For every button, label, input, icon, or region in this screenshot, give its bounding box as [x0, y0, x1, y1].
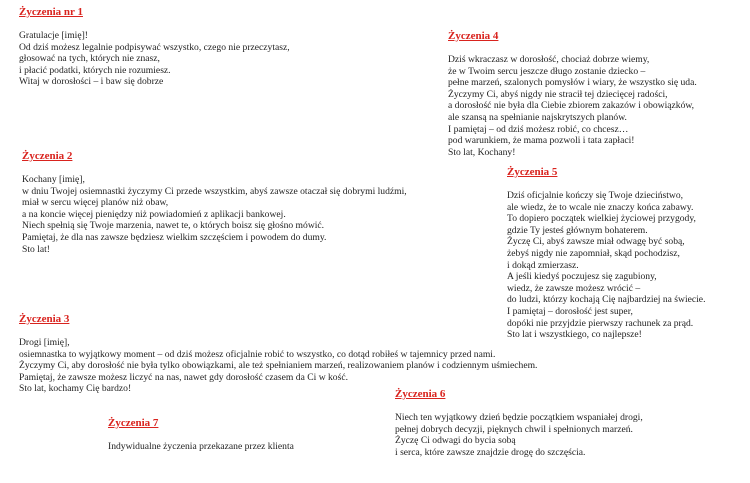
wish-line: gdzie Ty jesteś głównym bohaterem. [507, 224, 648, 236]
wish-line: głosować na tych, których nie znasz, [19, 53, 160, 65]
wish-line: Indywidualne życzenia przekazane przez klienta [108, 441, 294, 452]
wish-line: pełnej dobrych decyzji, pięknych chwil i spełnionych marzeń. [395, 423, 633, 435]
wish-line: Życzę Ci odwagi do bycia sobą [395, 435, 516, 447]
wish-line: żebyś nigdy nie zapomniał, skąd pochodzisz, [507, 247, 680, 259]
wish-block-4 [448, 30, 697, 158]
wish-line: dopóki nie przyjdzie pierwszy rachunek za prąd. [507, 317, 694, 329]
wish-line: i płacić podatki, których nie rozumiesz. [19, 64, 171, 76]
wish-title: Życzenia 4 [448, 30, 499, 42]
wish-line: Pamiętaj, że dla nas zawsze będziesz wielkim szczęściem i powodem do dumy. [22, 231, 327, 243]
wish-body [448, 54, 697, 158]
wish-title: Życzenia 3 [19, 313, 70, 325]
wish-block-7 [108, 417, 294, 453]
wish-title: Życzenia 7 [108, 417, 159, 429]
wish-line: w dniu Twojej osiemnastki życzymy Ci przede wszystkim, abyś zawsze otaczał się dobrymi ludźmi, [22, 185, 407, 197]
wish-block-5 [507, 166, 705, 341]
wish-line: Sto lat, Kochany! [448, 146, 516, 158]
wish-body [19, 337, 537, 395]
wish-line: Pamiętaj, że zawsze możesz liczyć na nas, nawet gdy dorosłość czasem da Ci w kość. [19, 371, 348, 383]
wish-body [19, 30, 290, 88]
wish-line: pod warunkiem, że mama pozwoli i tata zapłaci! [448, 135, 635, 147]
wish-block-2 [22, 150, 407, 255]
wish-title: Życzenia nr 1 [19, 6, 83, 18]
wish-line: Drogi [imię], [19, 337, 70, 348]
wish-line: wiedz, że zawsze możesz wrócić – [507, 282, 641, 294]
wish-line: Kochany [imię], [22, 174, 85, 185]
wish-line: I pamiętaj – od dziś możesz robić, co chcesz… [448, 123, 629, 135]
wish-body [395, 412, 643, 458]
wish-block-6 [395, 388, 643, 458]
wish-line: To dopiero początek wielkiej życiowej przygody, [507, 213, 696, 225]
wish-title: Życzenia 2 [22, 150, 73, 162]
wish-title: Życzenia 6 [395, 388, 446, 400]
wish-line: A jeśli kiedyś poczujesz się zagubiony, [507, 271, 657, 283]
wish-line: i dokąd zmierzasz. [507, 259, 579, 271]
wish-line: Gratulacje [imię]! [19, 30, 88, 41]
wish-line: Sto lat! [22, 243, 50, 255]
wish-body [108, 441, 294, 453]
wish-title: Życzenia 5 [507, 166, 558, 178]
wish-line: Życzymy Ci, abyś nigdy nie stracił tej dziecięcej radości, [448, 88, 668, 100]
wish-line: Witaj w dorosłości – i baw się dobrze [19, 76, 164, 88]
wish-line: a dorosłość nie była dla Ciebie zbiorem zakazów i obowiązków, [448, 100, 695, 112]
wish-body [22, 174, 407, 255]
wish-line: że w Twoim sercu jeszcze długo zostanie dziecko – [448, 65, 646, 77]
wish-line: a na koncie więcej pieniędzy niż powiadomień z aplikacji bankowej. [22, 208, 286, 220]
wish-line: Dziś oficjalnie kończy się Twoje dzieciństwo, [507, 190, 684, 201]
wish-line: i serca, które zawsze znajdzie drogę do szczęścia. [395, 446, 586, 458]
wish-line: Od dziś możesz legalnie podpisywać wszystko, czego nie przeczytasz, [19, 41, 290, 53]
wish-line: Życzę Ci, abyś zawsze miał odwagę być sobą, [507, 236, 685, 248]
wish-line: Niech spełnią się Twoje marzenia, nawet te, o których boisz się głośno mówić. [22, 220, 325, 232]
wish-line: do ludzi, którzy kochają Cię najbardziej na świecie. [507, 294, 706, 306]
wish-block-3 [19, 313, 537, 395]
wish-line: Dziś wkraczasz w dorosłość, chociaż dobrze wiemy, [448, 54, 650, 65]
wish-block-1 [19, 6, 290, 88]
wish-line: ale szansą na spełnianie najskrytszych planów. [448, 111, 627, 123]
wish-line: miał w sercu więcej planów niż obaw, [22, 197, 169, 209]
wish-line: Sto lat, kochamy Cię bardzo! [19, 383, 132, 395]
wish-line: I pamiętaj – dorosłość jest super, [507, 305, 633, 317]
wish-line: pełne marzeń, szalonych pomysłów i wiary, że wszystko się uda. [448, 77, 697, 89]
wish-line: Życzymy Ci, aby dorosłość nie była tylko obowiązkami, ale też spełnianiem marzeń, realizowaniem planów i codziennym uśmiechem. [19, 360, 538, 372]
wish-line: osiemnastka to wyjątkowy moment – od dziś możesz oficjalnie robić to wszystko, co dotąd robiłeś w tajemnicy przed nami. [19, 348, 496, 360]
wish-line: Niech ten wyjątkowy dzień będzie początkiem wspaniałej drogi, [395, 412, 643, 423]
wish-line: Sto lat i wszystkiego, co najlepsze! [507, 329, 642, 341]
wish-line: ale wiedz, że to wcale nie znaczy końca zabawy. [507, 201, 694, 213]
wish-body [507, 190, 705, 341]
